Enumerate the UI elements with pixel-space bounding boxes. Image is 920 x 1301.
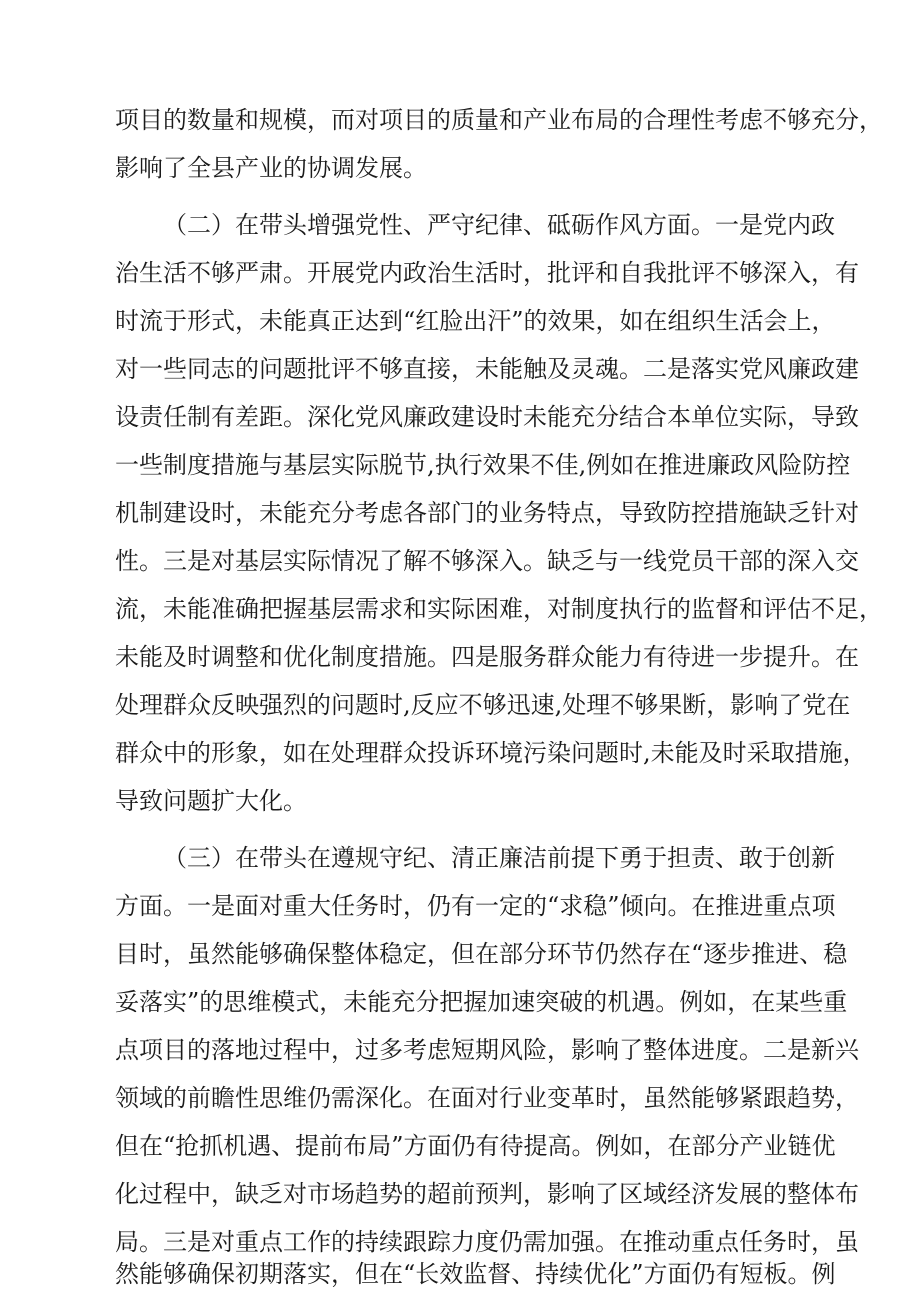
text-line: 导致问题扩大化。: [115, 787, 307, 815]
text-line: 影响了全县产业的协调发展。: [115, 154, 427, 182]
text-line: 性。三是对基层实际情况了解不够深入。缺乏与一线党员干部的深入交: [115, 547, 859, 575]
text-line: 未能及时调整和优化制度措施。四是服务群众能力有待进一步提升。在: [115, 643, 859, 671]
text-line: 流，未能准确把握基层需求和实际困难，对制度执行的监督和评估不足，: [115, 595, 883, 623]
text-line: 领域的前瞻性思维仍需深化。在面对行业变革时，虽然能够紧跟趋势，: [115, 1084, 859, 1112]
text-line: 处理群众反映强烈的问题时,反应不够迅速,处理不够果断，影响了党在: [115, 691, 851, 719]
section-heading-line: （三）在带头在遵规守纪、清正廉洁前提下勇于担责、敢于创新: [163, 844, 835, 872]
text-line: 对一些同志的问题批评不够直接，未能触及灵魂。二是落实党风廉政建: [115, 355, 859, 383]
text-line: 化过程中，缺乏对市场趋势的超前预判，影响了区域经济发展的整体布: [115, 1180, 859, 1208]
text-line: 一些制度措施与基层实际脱节,执行效果不佳,例如在推进廉政风险防控: [115, 451, 851, 479]
text-line: 点项目的落地过程中，过多考虑短期风险，影响了整体进度。二是新兴: [115, 1036, 859, 1064]
text-line: 目时，虽然能够确保整体稳定，但在部分环节仍然存在“逐步推进、稳: [115, 940, 848, 968]
text-line: 局。三是对重点工作的持续跟踪力度仍需加强。在推动重点任务时，虽: [115, 1228, 859, 1256]
text-line: 项目的数量和规模，而对项目的质量和产业布局的合理性考虑不够充分，: [115, 106, 883, 134]
section-heading-line: （二）在带头增强党性、严守纪律、砥砺作风方面。一是党内政: [163, 211, 835, 239]
text-line: 妥落实”的思维模式，未能充分把握加速突破的机遇。例如，在某些重: [115, 988, 848, 1016]
text-line: 然能够确保初期落实，但在“长效监督、持续优化”方面仍有短板。例: [115, 1260, 836, 1288]
text-line: 但在“抢抓机遇、提前布局”方面仍有待提高。例如，在部分产业链优: [115, 1132, 836, 1160]
text-line: 时流于形式，未能真正达到“红脸出汗”的效果，如在组织生活会上，: [115, 307, 836, 335]
text-line: 群众中的形象，如在处理群众投诉环境污染问题时,未能及时采取措施，: [115, 739, 867, 767]
text-line: 治生活不够严肃。开展党内政治生活时，批评和自我批评不够深入，有: [115, 259, 859, 287]
text-line: 设责任制有差距。深化党风廉政建设时未能充分结合本单位实际，导致: [115, 403, 859, 431]
text-line: 机制建设时，未能充分考虑各部门的业务特点，导致防控措施缺乏针对: [115, 499, 859, 527]
text-line: 方面。一是面对重大任务时，仍有一定的“求稳”倾向。在推进重点项: [115, 892, 836, 920]
